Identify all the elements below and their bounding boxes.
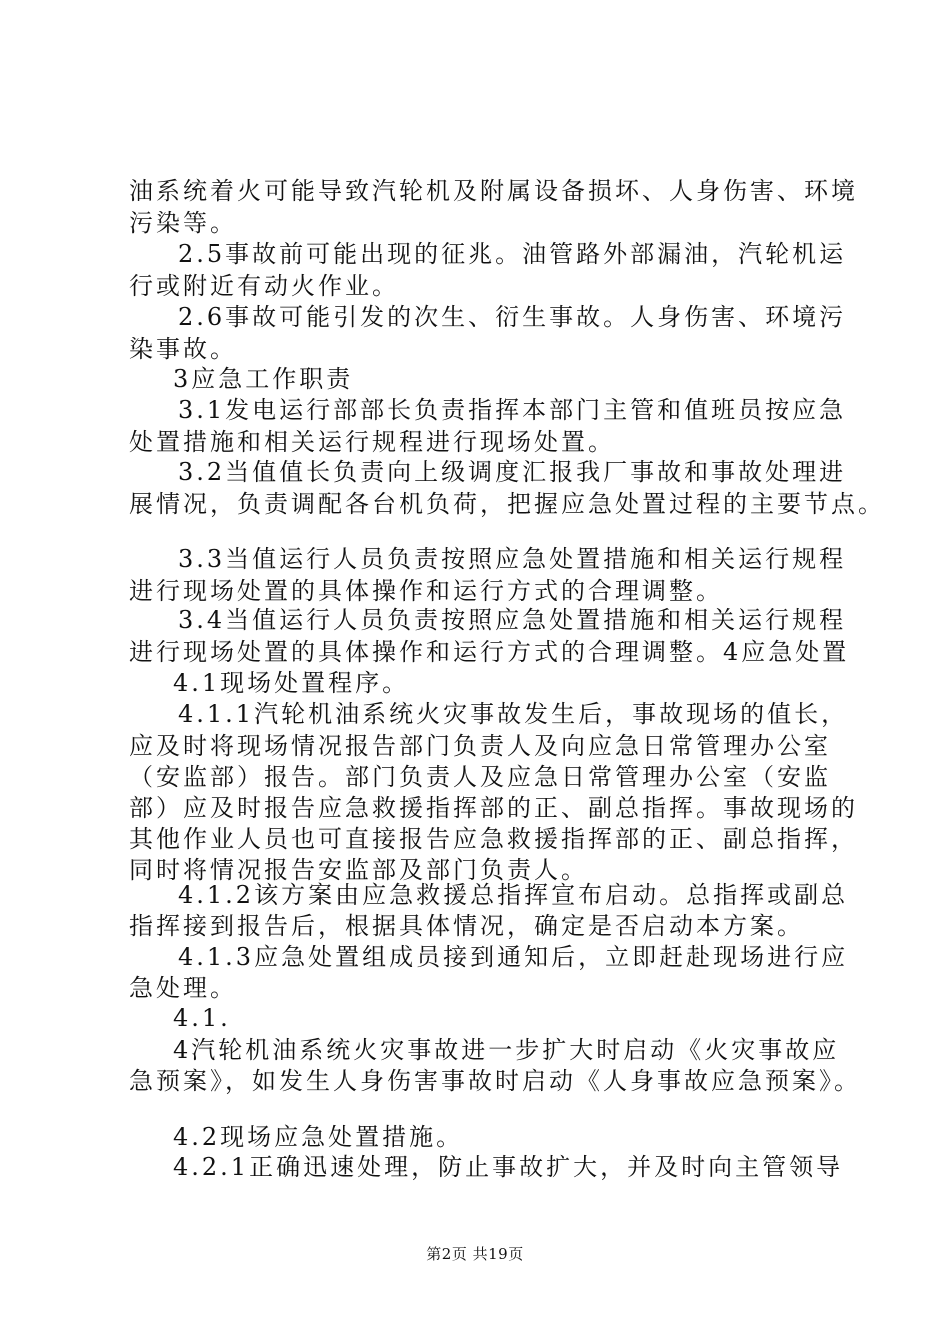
body-line: 应及时将现场情况报告部门负责人及向应急日常管理办公室 bbox=[129, 732, 831, 760]
body-line: 急预案》，如发生人身伤害事故时启动《人身事故应急预案》。 bbox=[129, 1067, 861, 1095]
page-number-footer: 第2页 共19页 bbox=[426, 1245, 524, 1263]
body-line: 指挥接到报告后，根据具体情况，确定是否启动本方案。 bbox=[129, 912, 804, 940]
paragraph-2-6: 2.6事故可能引发的次生、衍生事故。人身伤害、环境污 bbox=[178, 303, 847, 331]
paragraph-2-5: 2.5事故前可能出现的征兆。油管路外部漏油，汽轮机运 bbox=[178, 240, 847, 268]
paragraph-3-1: 3.1发电运行部部长负责指挥本部门主管和值班员按应急 bbox=[178, 396, 847, 424]
paragraph-4-1-2: 4.1.2该方案由应急救援总指挥宣布启动。总指挥或副总 bbox=[178, 881, 849, 909]
paragraph-3-3: 3.3当值运行人员负责按照应急处置措施和相关运行规程 bbox=[178, 545, 847, 573]
body-line: 污染等。 bbox=[129, 209, 237, 237]
paragraph-3-4: 3.4当值运行人员负责按照应急处置措施和相关运行规程 bbox=[178, 606, 847, 634]
body-line: 急处理。 bbox=[129, 974, 237, 1002]
paragraph-4-1-3: 4.1.3应急处置组成员接到通知后，立即赶赴现场进行应 bbox=[178, 943, 849, 971]
body-line: 油系统着火可能导致汽轮机及附属设备损坏、人身伤害、环境 bbox=[129, 177, 858, 205]
body-line: 进行现场处置的具体操作和运行方式的合理调整。4应急处置 bbox=[129, 638, 850, 666]
body-line: （安监部）报告。部门负责人及应急日常管理办公室（安监 bbox=[129, 763, 831, 791]
body-line: 其他作业人员也可直接报告应急救援指挥部的正、副总指挥， bbox=[129, 825, 858, 853]
paragraph-4-2: 4.2现场应急处置措施。 bbox=[173, 1123, 464, 1151]
body-line: 染事故。 bbox=[129, 335, 237, 363]
body-line: 行或附近有动火作业。 bbox=[129, 272, 399, 300]
paragraph-4-2-1: 4.2.1正确迅速处理，防止事故扩大，并及时向主管领导 bbox=[173, 1153, 844, 1181]
body-line: 同时将情况报告安监部及部门负责人。 bbox=[129, 856, 588, 884]
body-line: 展情况，负责调配各台机负荷，把握应急处置过程的主要节点。 bbox=[129, 490, 885, 518]
section-heading-3: 3应急工作职责 bbox=[173, 365, 354, 393]
body-line: 进行现场处置的具体操作和运行方式的合理调整。 bbox=[129, 577, 723, 605]
paragraph-4-1: 4.1现场处置程序。 bbox=[173, 669, 410, 697]
body-line: 处置措施和相关运行规程进行现场处置。 bbox=[129, 428, 615, 456]
paragraph-4-1-4-number: 4.1. bbox=[173, 1004, 231, 1032]
paragraph-3-2: 3.2当值值长负责向上级调度汇报我厂事故和事故处理进 bbox=[178, 458, 847, 486]
paragraph-4-1-4: 4汽轮机油系统火灾事故进一步扩大时启动《火灾事故应 bbox=[173, 1036, 840, 1064]
body-line: 部）应及时报告应急救援指挥部的正、副总指挥。事故现场的 bbox=[129, 794, 858, 822]
paragraph-4-1-1: 4.1.1汽轮机油系统火灾事故发生后，事故现场的值长， bbox=[178, 700, 849, 728]
